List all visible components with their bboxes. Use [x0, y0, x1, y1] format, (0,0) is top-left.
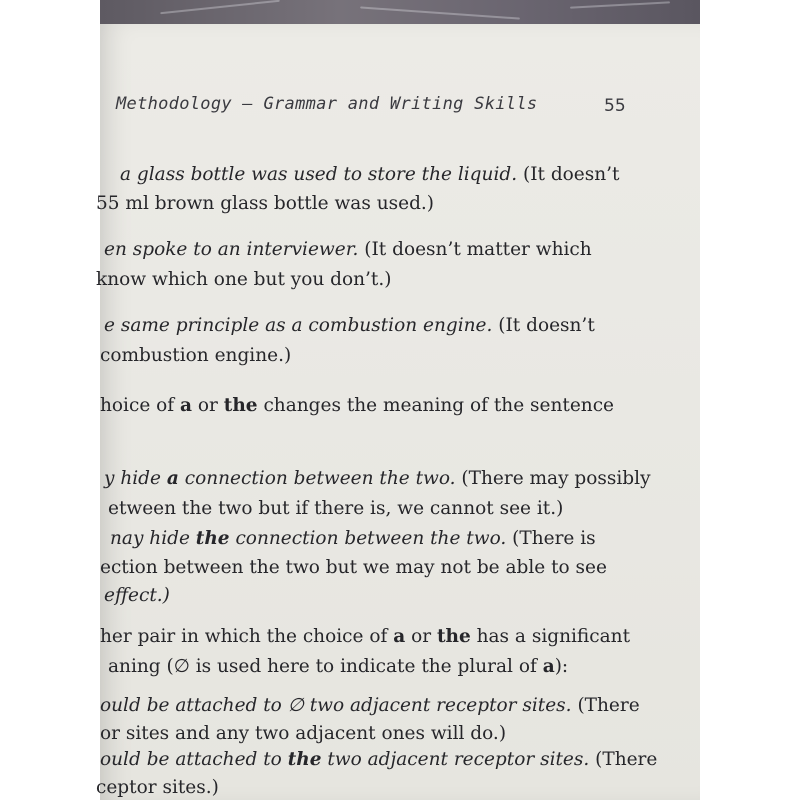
- text-run: the: [223, 395, 258, 416]
- text-line: [100, 556, 607, 580]
- text-line: [96, 268, 391, 292]
- text-run: (There may possibly: [455, 468, 651, 489]
- text-line: [100, 344, 291, 368]
- text-line: [100, 625, 630, 649]
- text-run: connection between the two.: [229, 528, 507, 549]
- text-run: or: [192, 395, 224, 416]
- text-run: or sites and any two adjacent ones will do.): [100, 723, 507, 744]
- text-line: [96, 776, 219, 800]
- text-run: the: [287, 749, 322, 770]
- text-line: [100, 722, 506, 746]
- text-line: [100, 394, 614, 418]
- text-run: or: [405, 626, 437, 647]
- text-run: (It doesn’t: [492, 315, 595, 336]
- text-run: e same principle as a combustion engine.: [104, 315, 493, 336]
- text-line: [96, 192, 434, 216]
- text-run: her pair in which the choice of: [100, 626, 394, 647]
- text-line: [100, 748, 657, 772]
- text-run: ection between the two but we may not be able to see: [100, 557, 607, 578]
- text-line: [110, 527, 596, 551]
- running-head-title: Methodology – Grammar and Writing Skills: [116, 94, 538, 114]
- text-run: effect.): [104, 585, 170, 606]
- text-run: changes the meaning of the sentence: [257, 395, 615, 416]
- text-line: [100, 694, 640, 718]
- text-line: [104, 584, 170, 608]
- text-run: ):: [554, 656, 569, 677]
- text-line: [120, 163, 619, 187]
- text-run: (There: [589, 749, 658, 770]
- text-run: connection between the two.: [178, 468, 456, 489]
- text-line: [108, 497, 563, 521]
- text-run: a: [393, 626, 406, 647]
- text-run: a glass bottle was used to store the liquid.: [120, 164, 518, 185]
- text-line: [104, 238, 592, 262]
- text-run: ould be attached to: [100, 749, 288, 770]
- text-run: ceptor sites.): [96, 777, 219, 798]
- text-run: (There: [571, 695, 640, 716]
- text-run: two adjacent receptor sites.: [321, 749, 590, 770]
- text-run: nay hide: [110, 528, 196, 549]
- text-run: a: [180, 395, 193, 416]
- text-run: 55 ml brown glass bottle was used.): [96, 193, 435, 214]
- text-run: etween the two but if there is, we cannot see it.): [108, 498, 564, 519]
- text-line: [108, 655, 568, 679]
- page-number: 55: [604, 96, 626, 116]
- text-run: know which one but you don’t.): [96, 269, 392, 290]
- text-run: combustion engine.): [100, 345, 292, 366]
- text-run: (There is: [506, 528, 596, 549]
- text-run: y hide: [104, 468, 167, 489]
- text-run: en spoke to an interviewer.: [104, 239, 359, 260]
- text-line: [104, 467, 651, 491]
- text-run: has a significant: [470, 626, 631, 647]
- text-run: a: [542, 656, 555, 677]
- text-run: a: [166, 468, 179, 489]
- right-margin: [700, 0, 800, 800]
- text-run: (It doesn’t matter which: [358, 239, 592, 260]
- text-run: hoice of: [100, 395, 181, 416]
- text-line: [104, 314, 595, 338]
- marble-backdrop: [100, 0, 700, 24]
- text-run: the: [195, 528, 230, 549]
- text-run: ould be attached to ∅ two adjacent receptor sites.: [100, 695, 572, 716]
- text-run: (It doesn’t: [517, 164, 620, 185]
- text-run: the: [436, 626, 471, 647]
- text-run: aning (∅ is used here to indicate the plural of: [108, 656, 543, 677]
